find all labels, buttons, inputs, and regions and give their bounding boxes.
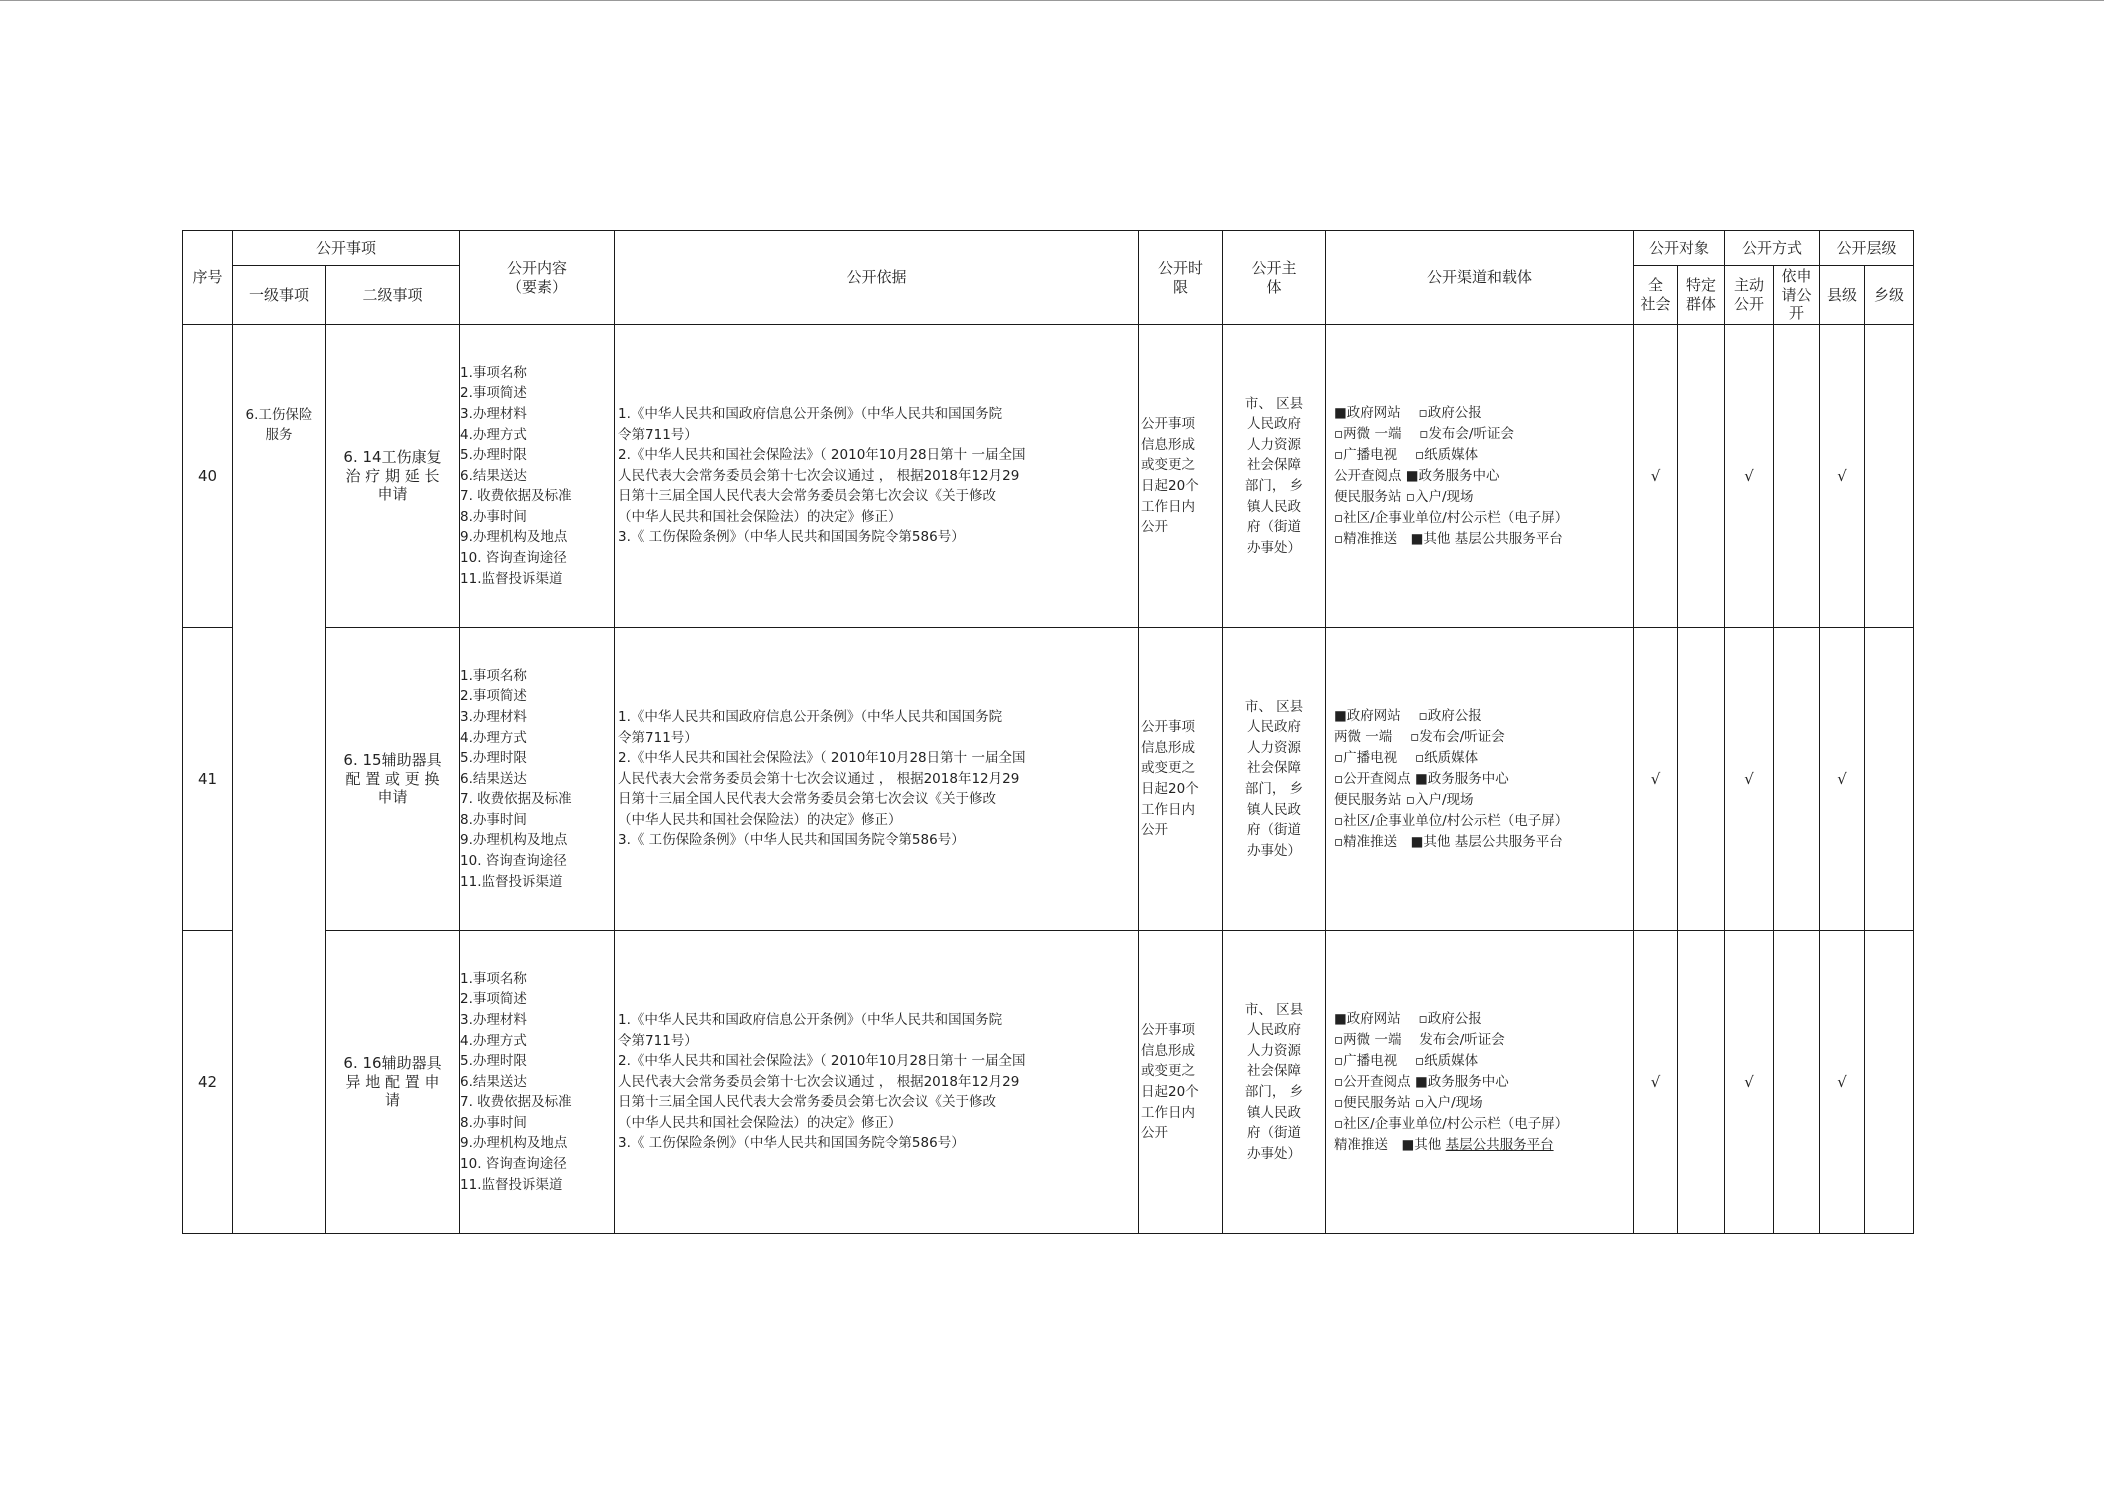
- header-content: 公开内容 （要素）: [460, 231, 615, 325]
- header-target-group: 公开对象: [1634, 231, 1725, 266]
- table-row: [183, 628, 1914, 931]
- header-subject: 公开主 体: [1223, 231, 1326, 325]
- check-method-apply: [1774, 931, 1820, 1234]
- header-row-1: [183, 231, 1914, 266]
- header-basis: 公开依据: [615, 231, 1139, 325]
- header-target-specific: 特定 群体: [1678, 266, 1725, 325]
- basis-text: 1.《中华人民共和国政府信息公开条例》（中华人民共和国国务院 令第711号） 2.《中华人民共和国社会保险法》（ 2010年10月28日第十 一届全国 人民代表大会常务委员会第十七次会议通过 ， 根据2018年12月29 日第十三届全国人民代表大会常务委员会第七次会议《关于修改 （中华人民共和国社会保险法）的决定》修正） 3.《 工伤保险条例》（中华人民共和国国务院令第586号）: [615, 628, 1139, 931]
- row-seq: 40: [183, 325, 233, 628]
- header-level2: 二级事项: [326, 266, 460, 325]
- header-method-apply: 依申 请公 开: [1774, 266, 1820, 325]
- check-method-active: √: [1725, 325, 1774, 628]
- check-level-township: [1865, 628, 1914, 931]
- channels: ■政府网站 ▫政府公报 ▫两微 一端 ▫发布会/听证会 ▫广播电视 ▫纸质媒体 公开查阅点 ■政务服务中心 便民服务站 ▫入户/现场 ▫社区/企事业单位/村公示栏（电子屏） ▫精准推送 ■其他 基层公共服务平台: [1326, 325, 1634, 628]
- header-time-limit: 公开时 限: [1139, 231, 1223, 325]
- subject: 市、 区县 人民政府 人力资源 社会保障 部门， 乡 镇人民政 府（街道 办事处）: [1223, 931, 1326, 1234]
- check-target-all: √: [1634, 628, 1678, 931]
- check-level-county: √: [1820, 628, 1865, 931]
- content-elements: 1.事项名称 2.事项简述 3.办理材料 4.办理方式 5.办理时限 6.结果送达 7. 收费依据及标准 8.办事时间 9.办理机构及地点 10. 咨询查询途径 11.监督投诉渠道: [460, 628, 615, 931]
- basis-text: 1.《中华人民共和国政府信息公开条例》（中华人民共和国国务院 令第711号） 2.《中华人民共和国社会保险法》（ 2010年10月28日第十 一届全国 人民代表大会常务委员会第十七次会议通过 ， 根据2018年12月29 日第十三届全国人民代表大会常务委员会第七次会议《关于修改 （中华人民共和国社会保险法）的决定》修正） 3.《 工伤保险条例》（中华人民共和国国务院令第586号）: [615, 931, 1139, 1234]
- row-seq: 42: [183, 931, 233, 1234]
- channel-last-line: 精准推送 ■其他 基层公共服务平台: [1334, 1136, 1554, 1153]
- check-target-all: √: [1634, 931, 1678, 1234]
- time-limit: 公开事项 信息形成 或变更之 日起20个 工作日内 公开: [1139, 325, 1223, 628]
- table-row: [183, 931, 1914, 1234]
- check-level-township: [1865, 931, 1914, 1234]
- channels: ■政府网站 ▫政府公报 ▫两微 一端 发布会/听证会 ▫广播电视 ▫纸质媒体 ▫公开查阅点 ■政务服务中心 ▫便民服务站 ▫入户/现场 ▫社区/企事业单位/村公示栏（电子屏） 精准推送 ■其他 基层公共服务平台: [1326, 931, 1634, 1234]
- check-target-all: √: [1634, 325, 1678, 628]
- header-item-group: 公开事项: [233, 231, 460, 266]
- check-target-specific: [1678, 931, 1725, 1234]
- time-limit: 公开事项 信息形成 或变更之 日起20个 工作日内 公开: [1139, 931, 1223, 1234]
- header-method-group: 公开方式: [1725, 231, 1820, 266]
- header-level1: 一级事项: [233, 266, 326, 325]
- header-channel: 公开渠道和载体: [1326, 231, 1634, 325]
- check-level-township: [1865, 325, 1914, 628]
- table-row: [183, 325, 1914, 628]
- header-level-township: 乡级: [1865, 266, 1914, 325]
- row-seq: 41: [183, 628, 233, 931]
- header-seq: 序号: [183, 231, 233, 325]
- basis-text: 1.《中华人民共和国政府信息公开条例》（中华人民共和国国务院 令第711号） 2.《中华人民共和国社会保险法》（ 2010年10月28日第十 一届全国 人民代表大会常务委员会第十七次会议通过 ， 根据2018年12月29 日第十三届全国人民代表大会常务委员会第七次会议《关于修改 （中华人民共和国社会保险法）的决定》修正） 3.《 工伤保险条例》（中华人民共和国国务院令第586号）: [615, 325, 1139, 628]
- page-top-border: [0, 0, 2104, 1]
- header-method-active: 主动 公开: [1725, 266, 1774, 325]
- check-method-active: √: [1725, 628, 1774, 931]
- check-method-apply: [1774, 325, 1820, 628]
- level2-item: 6. 15辅助器具 配 置 或 更 换 申请: [326, 628, 460, 931]
- check-method-active: √: [1725, 931, 1774, 1234]
- subject: 市、 区县 人民政府 人力资源 社会保障 部门， 乡 镇人民政 府（街道 办事处）: [1223, 325, 1326, 628]
- level1-item: 6.工伤保险 服务: [233, 325, 326, 1234]
- level2-item: 6. 14工伤康复 治 疗 期 延 长 申请: [326, 325, 460, 628]
- header-level-county: 县级: [1820, 266, 1865, 325]
- check-target-specific: [1678, 628, 1725, 931]
- disclosure-table: [182, 230, 1914, 1234]
- check-level-county: √: [1820, 931, 1865, 1234]
- check-level-county: √: [1820, 325, 1865, 628]
- check-target-specific: [1678, 325, 1725, 628]
- subject: 市、 区县 人民政府 人力资源 社会保障 部门， 乡 镇人民政 府（街道 办事处）: [1223, 628, 1326, 931]
- level2-item: 6. 16辅助器具 异 地 配 置 申 请: [326, 931, 460, 1234]
- header-level-group: 公开层级: [1820, 231, 1914, 266]
- header-target-all: 全 社会: [1634, 266, 1678, 325]
- check-method-apply: [1774, 628, 1820, 931]
- content-elements: 1.事项名称 2.事项简述 3.办理材料 4.办理方式 5.办理时限 6.结果送达 7. 收费依据及标准 8.办事时间 9.办理机构及地点 10. 咨询查询途径 11.监督投诉渠道: [460, 931, 615, 1234]
- channels: ■政府网站 ▫政府公报 两微 一端 ▫发布会/听证会 ▫广播电视 ▫纸质媒体 ▫公开查阅点 ■政务服务中心 便民服务站 ▫入户/现场 ▫社区/企事业单位/村公示栏（电子屏） ▫精准推送 ■其他 基层公共服务平台: [1326, 628, 1634, 931]
- time-limit: 公开事项 信息形成 或变更之 日起20个 工作日内 公开: [1139, 628, 1223, 931]
- platform-link[interactable]: 基层公共服务平台: [1445, 1136, 1554, 1153]
- content-elements: 1.事项名称 2.事项简述 3.办理材料 4.办理方式 5.办理时限 6.结果送达 7. 收费依据及标准 8.办事时间 9.办理机构及地点 10. 咨询查询途径 11.监督投诉渠道: [460, 325, 615, 628]
